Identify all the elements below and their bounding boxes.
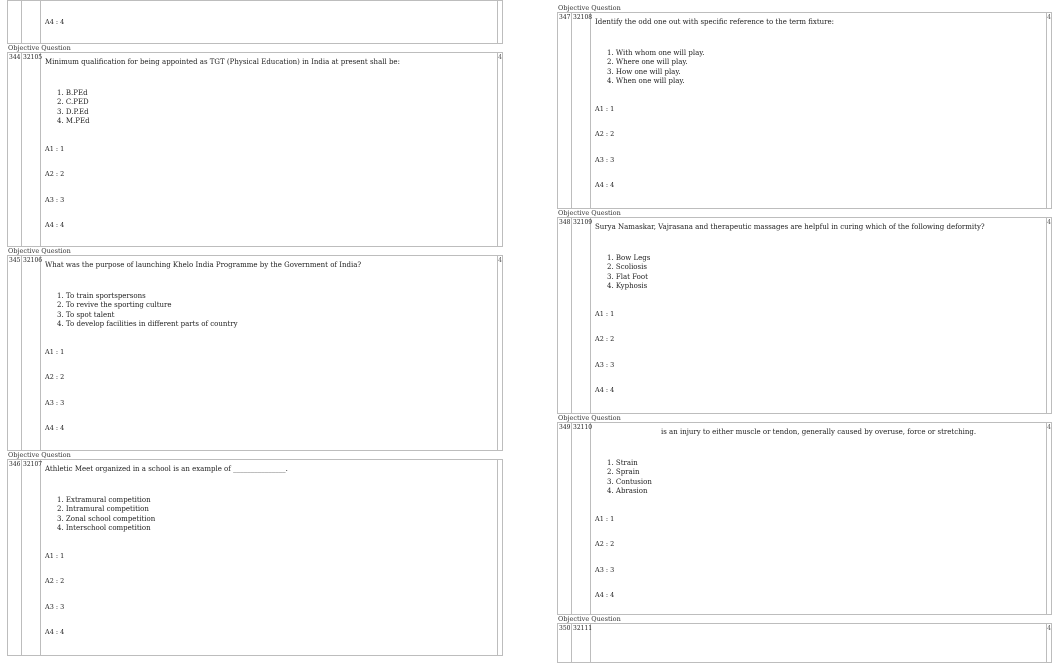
answer-a2: A2 : 2 (595, 540, 615, 549)
answer-a1: A1 : 1 (45, 144, 65, 153)
question-table-346 (7, 459, 503, 656)
question-id: 32111 (572, 624, 591, 662)
left-column (7, 0, 503, 656)
question-type-label: Objective Question (558, 414, 621, 422)
answer-a3: A3 : 3 (45, 398, 65, 407)
edge-marker: 4 (1047, 625, 1051, 632)
question-table-344 (7, 52, 503, 247)
question-type-label: Objective Question (558, 209, 621, 217)
option-1: 1. Extramural competition (57, 495, 151, 504)
option-3: 3. Zonal school competition (57, 514, 156, 523)
right-column (557, 4, 1052, 663)
option-3: 3. Contusion (607, 477, 652, 486)
answer-a4: A4 : 4 (45, 18, 65, 26)
question-body (41, 460, 498, 655)
answer-a1: A1 : 1 (45, 347, 65, 356)
question-text: Athletic Meet organized in a school is an example of _______________. (45, 465, 288, 473)
question-id: 32106 (22, 256, 41, 450)
question-number: 346 (8, 460, 22, 655)
option-4: 4. M.PEd (57, 117, 90, 126)
option-3: 3. D.P.Ed (57, 107, 89, 116)
question-body (41, 256, 498, 450)
answer-a1: A1 : 1 (45, 551, 65, 560)
question-body (41, 53, 498, 246)
edge-marker: 4 (498, 257, 502, 264)
question-number: 344 (8, 53, 22, 246)
option-1: 1. Bow Legs (607, 253, 651, 262)
edge-marker: 4 (1047, 14, 1051, 21)
answers (595, 105, 1042, 207)
options-list (57, 292, 493, 330)
option-1: 1. With whom one will play. (607, 48, 705, 57)
option-2: 2. Scoliosis (607, 263, 647, 272)
question-body (591, 423, 1047, 614)
question-id-cell (22, 1, 41, 43)
question-text: Minimum qualification for being appointed as TGT (Physical Education) in India at present shall be: (45, 58, 400, 66)
edge-marker: 4 (1047, 219, 1051, 226)
answers (45, 552, 493, 654)
answer-a4: A4 : 4 (595, 386, 615, 395)
question-type-label: Objective Question (558, 615, 621, 623)
answer-a4: A4 : 4 (45, 424, 65, 433)
question-number-cell (8, 1, 22, 43)
answer-a1: A1 : 1 (595, 514, 615, 523)
question-table-348 (557, 217, 1052, 414)
question-number: 348 (558, 218, 572, 413)
question-body (591, 13, 1047, 208)
answer-a3: A3 : 3 (595, 360, 615, 369)
answer-a2: A2 : 2 (595, 130, 615, 139)
question-body (41, 1, 498, 43)
question-type-label: Objective Question (8, 451, 71, 459)
answer-a3: A3 : 3 (595, 155, 615, 164)
option-4: 4. Interschool competition (57, 524, 151, 533)
option-4: 4. When one will play. (607, 77, 685, 86)
question-number: 345 (8, 256, 22, 450)
option-1: 1. To train sportspersons (57, 291, 146, 300)
question-id: 32108 (572, 13, 591, 208)
answers (45, 145, 493, 247)
answer-a4: A4 : 4 (45, 628, 65, 637)
question-table-349 (557, 422, 1052, 615)
option-3: 3. How one will play. (607, 67, 681, 76)
option-4: 4. Kyphosis (607, 282, 648, 291)
option-2: 2. C.PED (57, 98, 89, 107)
edge-marker: 4 (1047, 424, 1051, 431)
question-id: 32109 (572, 218, 591, 413)
answer-a3: A3 : 3 (45, 602, 65, 611)
question-type-label: Objective Question (8, 247, 71, 255)
question-type-label: Objective Question (558, 4, 621, 12)
answer-a2: A2 : 2 (45, 577, 65, 586)
question-text: Surya Namaskar, Vajrasana and therapeutic massages are helpful in curing which of the following deformity? (595, 223, 985, 231)
option-1: 1. Strain (607, 458, 638, 467)
answer-a2: A2 : 2 (595, 335, 615, 344)
question-text: Identify the odd one out with specific reference to the term fixture: (595, 18, 835, 26)
question-type-label: Objective Question (8, 44, 71, 52)
question-body (591, 624, 1047, 662)
answer-a4: A4 : 4 (45, 221, 65, 230)
options-list (607, 459, 1042, 497)
question-text (595, 428, 1042, 437)
question-text: What was the purpose of launching Khelo India Programme by the Government of India? (45, 261, 362, 269)
options-list (607, 254, 1042, 292)
answer-a1: A1 : 1 (595, 104, 615, 113)
question-table-347 (557, 12, 1052, 209)
option-3: 3. To spot talent (57, 310, 115, 319)
answers (45, 348, 493, 450)
question-number: 349 (558, 423, 572, 614)
answer-a1: A1 : 1 (595, 309, 615, 318)
answer-a3: A3 : 3 (45, 195, 65, 204)
answers (595, 515, 1042, 617)
question-body (591, 218, 1047, 413)
option-3: 3. Flat Foot (607, 272, 648, 281)
option-4: 4. To develop facilities in different parts of country (57, 320, 238, 329)
option-2: 2. Where one will play. (607, 58, 688, 67)
question-number: 347 (558, 13, 572, 208)
question-number: 350 (558, 624, 572, 662)
edge-marker: 4 (498, 54, 502, 61)
option-2: 2. Intramural competition (57, 505, 149, 514)
question-id: 32110 (572, 423, 591, 614)
option-2: 2. To revive the sporting culture (57, 301, 172, 310)
question-text-content: is an injury to either muscle or tendon, generally caused by overuse, force or stretching. (661, 428, 977, 436)
answer-a4: A4 : 4 (595, 591, 615, 600)
options-list (607, 49, 1042, 87)
option-4: 4. Abrasion (607, 487, 648, 496)
question-id: 32105 (22, 53, 41, 246)
options-list (57, 496, 493, 534)
options-list (57, 89, 493, 127)
option-2: 2. Sprain (607, 468, 640, 477)
option-1: 1. B.PEd (57, 88, 88, 97)
question-table-350 (557, 623, 1052, 663)
answer-a4: A4 : 4 (595, 181, 615, 190)
question-table-345 (7, 255, 503, 451)
question-table-partial-343 (7, 0, 503, 44)
answer-a2: A2 : 2 (45, 170, 65, 179)
question-id: 32107 (22, 460, 41, 655)
answers (595, 310, 1042, 412)
answer-a2: A2 : 2 (45, 373, 65, 382)
answer-a3: A3 : 3 (595, 565, 615, 574)
